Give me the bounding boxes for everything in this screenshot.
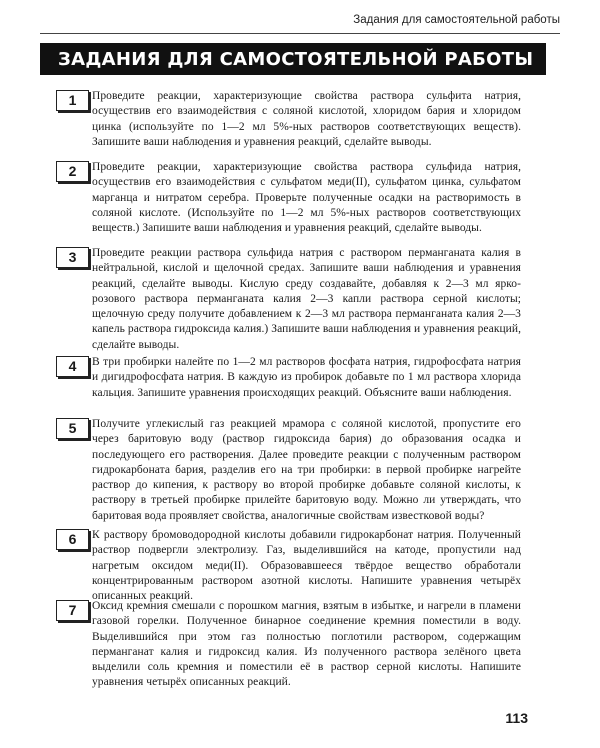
task-number-box: 4 bbox=[56, 356, 89, 377]
task-number-box: 2 bbox=[56, 161, 89, 182]
task-number-box: 7 bbox=[56, 600, 89, 621]
task-text: Проведите реакции, характеризующие свойства раствора сульфита натрия, осуществив его взаимодействия с соляной кислотой, хлоридом бария и хлоридом цинка (используйте по 1—2 мл 5%-ных растворов соответствующих веществ). Запишите ваши наблюдения и уравнения реакций, сделайте выводы. bbox=[92, 90, 521, 148]
task-text: Оксид кремния смешали с порошком магния, взятым в избытке, и нагрели в пламени газовой горелки. Полученное бинарное соединение кремния поместили в воду. Выделившийся при этом газ полностью поглотили раствором, содержащим перманганат калия и гидроксид калия. Из полученного раствора зелёного цвета выделили соль кремния и поместили её в раствор серной кислоты. Напишите уравнения четырёх описанных реакций. bbox=[92, 600, 521, 689]
header-divider bbox=[40, 33, 560, 34]
page-number: 113 bbox=[505, 710, 528, 726]
task-text: К раствору бромоводородной кислоты добавили гидрокарбонат натрия. Полученный раствор подвергли электролизу. Газ, выделившийся на катоде, пропустили над нагретым оксидом меди(II). Образовавшееся твёрдое вещество обработали концентрированным раствором азотной кислоты. Напишите уравнения четырёх описанных реакций. bbox=[92, 529, 521, 603]
section-banner bbox=[40, 43, 546, 75]
task-number-box: 5 bbox=[56, 418, 89, 439]
running-header: Задания для самостоятельной работы bbox=[353, 14, 560, 26]
task-number-box: 1 bbox=[56, 90, 89, 111]
task-number-box: 6 bbox=[56, 529, 89, 550]
task-text: В три пробирки налейте по 1—2 мл растворов фосфата натрия, гидрофосфата натрия и дигидрофосфата натрия. В каждую из пробирок добавьте по 1 мл раствора хлорида кальция. Запишите уравнения происходящих реакций. Объясните ваши наблюдения. bbox=[92, 356, 521, 399]
task-text: Проведите реакции раствора сульфида натрия с раствором перманганата калия в нейтральной, кислой и щелочной средах. Запишите ваши наблюдения и уравнения реакций, сделайте выводы. Кислую среду создавайте, добавляя к 2—3 мл ярко-розового раствора перманганата калия 2—3 капли раствора серной кислоты; щелочную среду получите добавлением к 2—3 мл раствора перманганата калия 2—3 капель раствора гидроксида калия.) Запишите ваши наблюдения и уравнения реакций, сделайте выводы. bbox=[92, 247, 521, 351]
task-text: Проведите реакции, характеризующие свойства раствора сульфида натрия, осуществив его взаимодействия с сульфатом меди(II), сульфатом цинка, сульфатом марганца и нитратом серебра. Проверьте полученные осадки на растворимость в соляной кислоте. (Используйте по 1—2 мл 5%-ных растворов соответствующих веществ.) Запишите ваши наблюдения и уравнения реакций, сделайте выводы. bbox=[92, 161, 521, 235]
task-text: Получите углекислый газ реакцией мрамора с соляной кислотой, пропустите его через баритовую воду (раствор гидроксида бария) до образования осадка и последующего его растворения. Далее проведите реакции с полученным раствором гидрокарбоната бария, разделив его на три пробирки: в первой пробирке нагрейте раствор до кипения, к раствору во второй пробирке добавьте соляной кислоты, к раствору в третьей пробирке прилейте баритовую воду. Можно ли утверждать, что баритовая вода проявляет свойства, аналогичные свойствам известковой воды? bbox=[92, 418, 521, 522]
task-number-box: 3 bbox=[56, 247, 89, 268]
section-title: ЗАДАНИЯ ДЛЯ САМОСТОЯТЕЛЬНОЙ РАБОТЫ bbox=[58, 49, 534, 70]
